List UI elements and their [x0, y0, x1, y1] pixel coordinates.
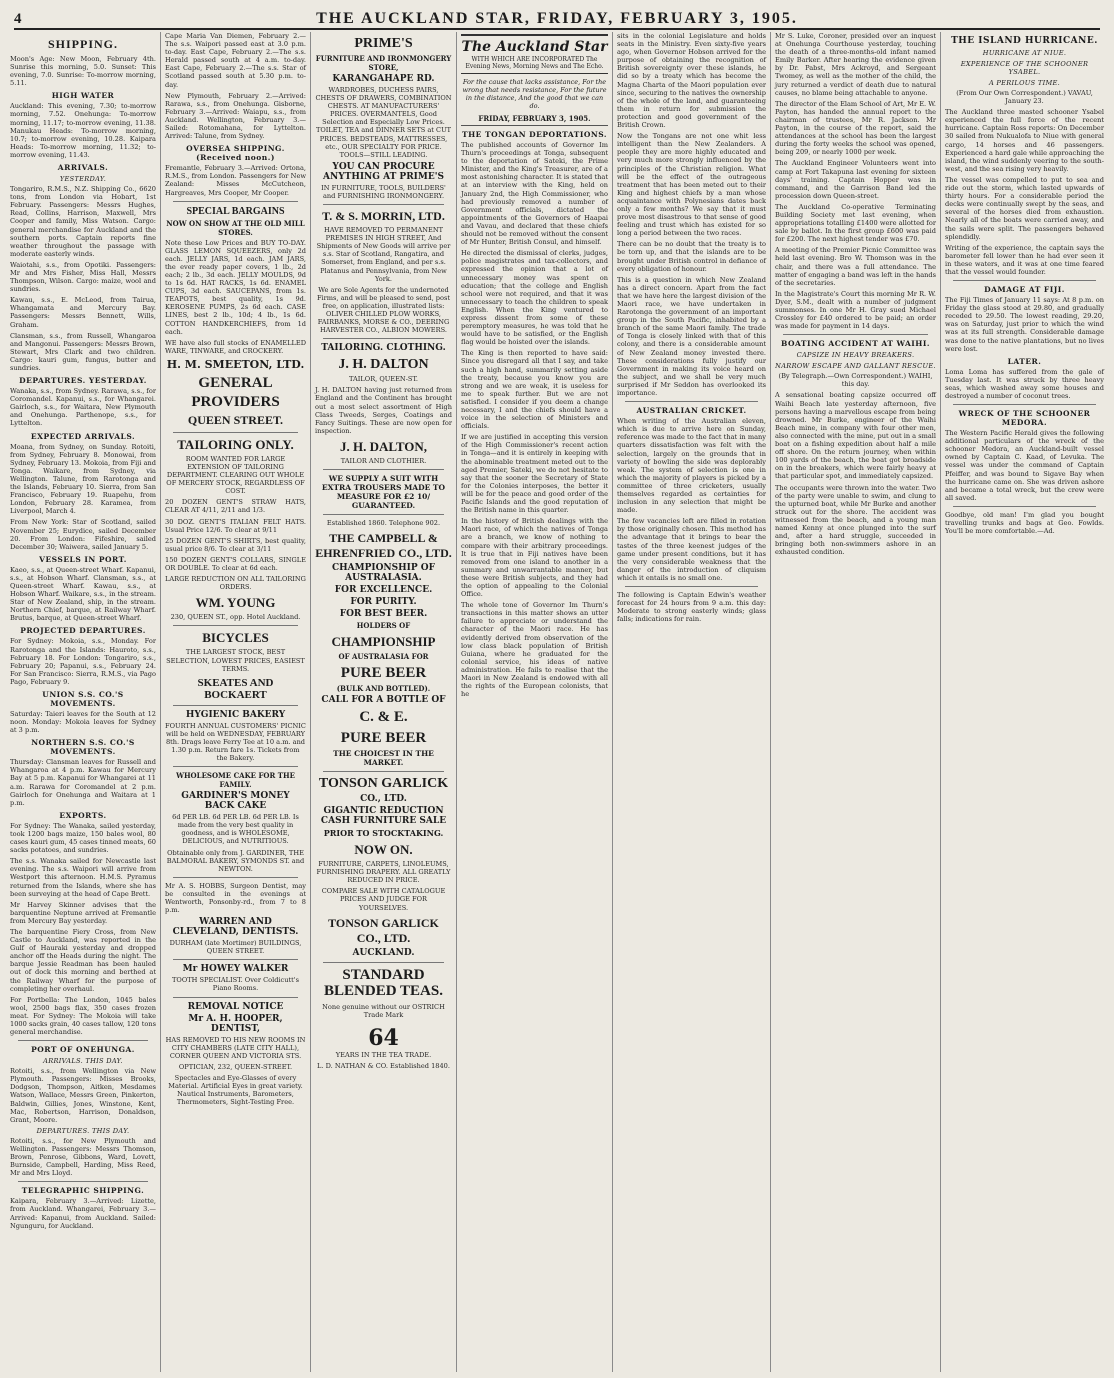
article-headline: AUSTRALIAN CRICKET. [636, 406, 747, 416]
article-text: Kawau, s.s., E. McLeod, from Tairua, Whangamata and Mercury Bay. Passengers: Messrs Bennett, Wills, Graham. [10, 296, 156, 329]
article-text: The Western Pacific Herald gives the following additional particulars of the wreck of the schooner Medora, an Auckland-built vessel owned by Captain C. Kaad, of Levuka. The vessel was under the command of Captain Pfeiffer, and was bound to Sigave Bay when the hurricane came on. She was driven ashore and became a total wreck, but the crew were all saved. [945, 429, 1104, 502]
ad-heading: PURE BEER [340, 730, 427, 747]
advertiser-name: PRIME'S [354, 36, 413, 51]
article-text: Waiotahi, s.s., from Opotiki. Passengers: Mr and Mrs Fisher, Miss Hall, Messrs Thompson, Wilson. Cargo: maize, wool and sundries. [10, 260, 156, 294]
motto: For the cause that lacks assistance, For the wrong that needs resistance, For the future in the distance, And the good that we can do. [462, 78, 607, 110]
subheading: A PERILOUS TIME. [988, 79, 1061, 87]
ad-line: FOR BEST BEER. [339, 609, 428, 620]
section-heading: EXPORTS. [59, 810, 107, 820]
ad-line: OF AUSTRALASIA FOR [338, 652, 429, 662]
advertiser-name: WM. YOUNG [195, 595, 276, 611]
ad-heading: WE SUPPLY A SUIT WITH EXTRA TROUSERS MADE TO MEASURE FOR £2 10/ GUARANTEED. [321, 474, 446, 510]
ad-text: THE LARGEST STOCK, BEST SELECTION, LOWEST PRICES, EASIEST TERMS. [166, 648, 305, 673]
article-text: Mr S. Luke, Coroner, presided over an inquest at Onehunga Courthouse yesterday, touching the death of a three-months-old infant named Emily Barker. After hearing the evidence given by Dr. Pabst, Mrs Ackroyd, and Sergeant Twomey, as well as the mother of the child, the jury returned a verdict of death due to natural causes, no blame being attachable to anyone. [775, 32, 936, 97]
advertiser-name: TONSON GARLICK [318, 776, 449, 792]
article-text: Cape Maria Van Diemen, February 2.—The s.s. Waipori passed east at 3.0 p.m. to-day. East Cape, February 2.—The s.s. Herald passed south at 4 a.m. to-day. East Cape, February 2.—The s.s. Star of Scotland passed south at 5.30 p.m. to-day. [165, 32, 306, 89]
ad-text: Established 1860. Telephone 902. [326, 519, 441, 527]
article-text: Auckland: This evening, 7.30; to-morrow morning, 7.52. Onehunga: To-morrow morning, 11.17; to-morrow evening, 11.38. Manukau Heads: To-morrow morning, 10.7; to-morrow evening, 10.28. Kaipara Heads: To-morrow morning, 11.32; to-morrow evening, 11.43. [10, 102, 156, 159]
ad-heading: GENERAL [198, 374, 273, 391]
article-text: For Portbella: The London, 1045 bales wool, 2500 bags flax, 350 cases frozen meat. For Sydney: The Mokoia will take 1000 sacks grain, 40 cases tallow, 120 tons general merchandise. [10, 995, 156, 1037]
ad-text: DURHAM (late Mortimer) BUILDINGS, QUEEN STREET. [169, 939, 302, 956]
ad-heading: GARDINER'S MONEY BACK CAKE [181, 791, 290, 812]
article-text: Moana, from Sydney, on Sunday. Rotoiti, from Sydney, February 8. Monowai, from Sydney, February 13. Mokoia, from Fiji and Tonga. Waikare, from Sydney, via Wellington. Talune, from Rarotonga and the Islands, February 10. Sierra, from San Francisco, February 19. Ruapehu, from London, February 28. Karamea, from Liverpool, March 4. [10, 442, 156, 516]
running-head: THE AUCKLAND STAR, FRIDAY, FEBRUARY 3, 1905. [316, 10, 798, 27]
subheading: CAPSIZE IN HEAVY BREAKERS. [796, 351, 915, 360]
section-heading: PROJECTED DEPARTURES. [20, 626, 146, 636]
column-ads-middle [310, 32, 456, 1372]
article-text: The Auckland three masted schooner Ysabel experienced the full force of the recent hurricane. Captain Ross reports: On December 30 sailed from Nukualofa to Niue with general cargo, 14 horses and 46 passengers. Experienced a hard gale while approaching the island, the wind suddenly veering to the south-west, and the sea rising very heavily. [945, 108, 1104, 173]
ad-heading: BICYCLES [202, 630, 269, 646]
ad-line: 150 DOZEN GENT'S COLLARS, SINGLE OR DOUBLE. To clear at 6d each. [165, 555, 306, 573]
ad-heading: C. & E. [359, 709, 408, 726]
article-text: The Fiji Times of January 11 says: At 8 p.m. on Friday the glass stood at 29.80, and gradually receded to 29.50. The lowest reading, 29.20, was on Saturday, just prior to which the wind was at its full strength. Considerable damage was done to the native plantations, but no lives were lost. [945, 296, 1104, 353]
ad-text: Spectacles and Eye-Glasses of every Material. Artificial Eyes in great variety. Nautical Instruments, Barometers, Thermometers, Sight-Testing Free. [168, 1073, 303, 1107]
article-text: The following is Captain Edwin's weather forecast for 24 hours from 9 a.m. this day: Moderate to strong easterly winds; glass falls; indications for rain. [617, 591, 766, 624]
article-text: There can be no doubt that the treaty is to be torn up, and that the islands are to be brought under British control in defiance of every obligation of honour. [617, 240, 766, 273]
article-text: He directed the dismissal of clerks, judges, police magistrates and tax-collectors, and expressed the opinion that a lot of unnecessary money was spent on education; that the college and English school were not required, and that it was unnecessary to teach the children to speak English. When the King ventured to express dissent from some of these peremptory measures, he was told that he would have to be satisfied, or the English flag would be hoisted over the islands. [461, 249, 608, 347]
ad-line: 20 DOZEN GENT'S STRAW HATS, CLEAR AT 4/11, 2/11 and 1/3. [165, 498, 306, 515]
section-heading: EXPECTED ARRIVALS. [30, 431, 136, 441]
section-heading: TELEGRAPHIC SHIPPING. [21, 1186, 145, 1196]
ad-line: PRIOR TO STOCKTAKING. [323, 828, 444, 839]
article-text: From New York: Star of Scotland, sailed November 25; Eurydice, sailed December 20. From London: Fifeshire, sailed December 30; Waiwera, sailed January 5. [10, 518, 156, 551]
subheading: DEPARTURES. THIS DAY. [36, 1126, 130, 1135]
subheading: EXPERIENCE OF THE SCHOONER YSABEL. [960, 60, 1089, 76]
article-text: sits in the colonial Legislature and holds seats in the Ministry. Even sixty-five years ago, when Governor Hobson arrived for the purpose of obtaining the recognition of British sovereignty over these islands, he did so by a treaty which has become the Magna Charta of the Maori population ever since, securing to the natives the ownership of the whole of the land, and guaranteeing them in return for submission the protection and good government of the British Crown. [617, 32, 766, 130]
newspaper-title: The Auckland Star [461, 39, 608, 55]
ad-line: HOLDERS OF [356, 621, 411, 631]
dateline: FRIDAY, FEBRUARY 3, 1905. [461, 114, 608, 126]
ad-line: THE CHOICEST IN THE MARKET. [333, 749, 434, 768]
article-text: The published accounts of Governor Im Thurn's proceedings at Tonga, subsequent to the deportation of Sateki, the Prime Minister, and the King's Treasurer, are of a most astonishing character. It is stated that at an interview with the King, held on January 2nd, the High Commissioner, who had previously removed a number of Government officials, dictated the appointments of the Governors of Haapai and Vavau, and declared that these chiefs should not be removed without the consent of Mr Hunter, British Consul, and himself. [461, 141, 608, 247]
column-shipping [6, 32, 160, 1372]
byline: (From Our Own Correspondent.) VAVAU, January 23. [956, 89, 1093, 106]
ad-subheading: KARANGAHAPE RD. [332, 74, 435, 84]
ad-text: HAS REMOVED TO HIS NEW ROOMS IN CITY CHAMBERS (LATE CITY HALL), CORNER QUEEN AND VICTORIA STS. [165, 1035, 306, 1060]
ad-text: WE have also full stocks of ENAMELLED WARE, TINWARE, and CROCKERY. [165, 338, 306, 355]
ad-text: ROOM WANTED FOR LARGE EXTENSION OF TAILORING DEPARTMENT. CLEARING OUT WHOLE OF MERCERY STOCK, REGARDLESS OF COST. [166, 454, 305, 496]
article-text: Now the Tongans are not one whit less intelligent than the New Zealanders. A people they are more highly educated and very much more strongly influenced by the principles of the Christian religion. What will be the effect of the outrageous treatment that has been meted out to their King and highest chiefs by a man whose acquaintance with Polynesians dates back only a few months? We say that it must prove most disastrous to that sense of good feeling and trust which has existed for so long a period between the two races. [617, 132, 766, 238]
advertiser-name: SKEATES AND BOCKAERT [197, 676, 274, 701]
article-headline: THE ISLAND HURRICANE. [951, 36, 1098, 46]
article-text: The s.s. Wanaka sailed for Newcastle last evening. The s.s. Waipori will arrive from Westport this afternoon. H.M.S. Pyramus returned from the Islands, where she has been surveying at the head of Cape Brett. [10, 857, 156, 898]
subheading: HURRICANE AT NIUE. [982, 49, 1067, 57]
ad-text: TAILOR AND CLOTHIER. [340, 456, 427, 465]
article-text: Moon's Age: New Moon, February 4th. Sunrise this morning, 5.0. Sunset: This evening, 7.0. Sunrise: To-morrow morning, 5.11. [10, 55, 156, 88]
article-text: The whole tone of Governor Im Thurn's transactions in this matter shows an utter failure to appreciate or understand the character of the Maori race. He has evidently derived from observation of the low class black population of British Guiana, where he graduated for the colonial service, his ideas of native administration. He fails to realise that the Maori in New Zealand is endowed with all the rights of the European colonists, that he [461, 601, 608, 699]
advertiser-name: Mr A. H. HOOPER, DENTIST, [188, 1013, 283, 1034]
advertiser-name: CO., LTD. [360, 794, 407, 805]
ad-heading: WHOLESOME CAKE FOR THE FAMILY. [176, 771, 295, 790]
article-text: In the history of British dealings with the Maori race, of which the natives of Tonga are a branch, we know of nothing to compare with their arbitrary proceedings. It is true that in Fiji natives have been removed from one island to another in a summary and unwarrantable manner, but these were British subjects, and they had the option of appealing to the Colonial Office. [461, 517, 608, 599]
article-headline: DAMAGE AT FIJI. [984, 285, 1065, 295]
section-heading: UNION S.S. CO.'S MOVEMENTS. [42, 690, 124, 708]
article-text: Rotoiti, s.s., from Wellington via New Plymouth. Passengers: Misses Brooks, Dodgson, Thompson, Aitken, Mesdames Watson, Wallace, Messrs Green, Pinkerton, Baldwin, Gillies, Jones, Winstone, Kent, Mac, Robertson, Harrison, Donaldson, Grant, Moore. [10, 1067, 156, 1124]
article-text: Clansman, s.s., from Russell, Whangaroa and Mangonui. Passengers: Messrs Brown, Stewart, Mrs Clark and two children. Cargo: kauri gum, fungus, butter and sundries. [10, 331, 156, 372]
ad-line: FOR EXCELLENCE. [334, 585, 433, 596]
ad-text: LARGE REDUCTION ON ALL TAILORING ORDERS. [165, 575, 306, 592]
subheading: ARRIVALS. THIS DAY. [43, 1057, 123, 1066]
ad-text: OPTICIAN, 232, QUEEN-STREET. [178, 1062, 293, 1071]
article-text: New Plymouth, February 2.—Arrived: Rarawa, s.s., from Onehunga. Gisborne, February 3.—Arrived: Waiapu, s.s., from Auckland. Wellington, February 3.—Sailed: Rotomahana, for Lyttelton. Arrived: Talune, from Sydney. [165, 91, 306, 141]
article-text: Rotoiti, s.s., for New Plymouth and Wellington. Passengers: Messrs Thomson, Brown, Penrose, Gibbons, Ward, Lovett, Burnside, Campbell, Harding, Miss Reed, Mr and Mrs Lloyd. [10, 1136, 156, 1178]
ad-text: YEARS IN THE TEA TRADE. [335, 1050, 432, 1059]
article-text: The King is then reported to have said: Since you disregard all that I say, and take such a high hand, summarily setting aside the treaty, because you know you are strong and we are weak, it is useless for me to speak further. But we are not satisfied. I consider if you deem a change necessary, I and the chiefs should have a voice in the selection of Ministers and officials. [461, 349, 608, 431]
advertiser-name: Mr HOWEY WALKER [182, 964, 289, 975]
advertiser-name: WARREN AND CLEVELAND, DENTISTS. [172, 917, 299, 938]
article-text: Loma Loma has suffered from the gale of Tuesday last. It was struck by three heavy seas, which washed away some houses and destroyed a number of coconut trees. [945, 367, 1104, 400]
article-text: Goodbye, old man! I'm glad you bought travelling trunks and bags at Geo. Fowlds. You'll be more comfortable.—Ad. [945, 510, 1104, 536]
ad-line: 30 DOZ. GENT'S ITALIAN FELT HATS. Usual Price 12/6. To clear at 9/11 [165, 517, 306, 534]
article-text: The occupants were thrown into the water. Two of the party were unable to swim, and clung to the upturned boat, while Mr Burke and another struck out for the shore. The accident was witnessed from the beach, and a young man named Kenny at once plunged into the surf and, after a hard struggle, succeeded in bringing both non-swimmers ashore in an exhausted condition. [775, 483, 936, 557]
article-text: Fremantle, February 3.—Arrived: Ortona, R.M.S., from London. Passengers for New Zealand: Misses McCutcheon, Hargreaves, Mrs Cooper, Mr Cooper. [165, 164, 306, 197]
article-headline: THE TONGAN DEPORTATIONS. [462, 130, 607, 139]
ad-text: WARDROBES, DUCHESS PAIRS, CHESTS OF DRAWERS, COMBINATION CHESTS. AT MANUFACTURERS' PRICES. OVERMANTELS, Good Selection and Especially Low Prices. TOILET, TEA and DINNER SETS at CUT PRICES. BEDSTEADS, MATTRESSES, etc., OUR SPECIALTY FOR PRICE. TOOLS—STILL LEADING. [315, 86, 452, 159]
ad-text: J. H. DALTON having just returned from England and the Continent has brought out a most select assortment of High Class Tweeds, Serges, Coatings and Fancy Suitings. These are now open for inspection. [315, 386, 452, 435]
column-editorial-cont [612, 32, 770, 1372]
advertiser-name: H. M. SMEETON, LTD. [166, 357, 305, 371]
article-text: Tongariro, R.M.S., N.Z. Shipping Co., 6620 tons, from London via Hobart, 1st February. Passengers: Messrs Hughes, Read, Collins, Harrison, Maxwell, Mrs Cooper and family, Miss Watson. Cargo: general merchandise for Auckland and the southern ports. Captain reports fine weather throughout the passage with moderate easterly winds. [10, 185, 156, 258]
ad-text: FURNITURE, CARPETS, LINOLEUMS, FURNISHING DRAPERY. ALL GREATLY REDUCED IN PRICE. [316, 860, 451, 885]
subheading: YESTERDAY. [59, 175, 107, 184]
article-text: Kaeo, s.s., at Queen-street Wharf. Kapanui, s.s., at Hobson Wharf. Clansman, s.s., at Queen-street Wharf. Kawau, s.s., at Hobson Wharf. Waikare, s.s., in the stream. Star of New Zealand, ship, in the stream. Northern Chief, barque, at Railway Wharf. Brutus, barque, at Queen-street Wharf. [10, 565, 156, 623]
article-text: Thursday: Clansman leaves for Russell and Whangaroa at 4 p.m. Kawau for Mercury Bay at 5 p.m. Kapanui for Whangarei at 11 a.m. Rarawa for Coromandel at 2 p.m. Gairloch for Onehunga and Waitara at 1 p.m. [10, 758, 156, 807]
section-heading: OVERSEA SHIPPING. (Received noon.) [186, 144, 285, 163]
article-text: Wanaka, s.s., from Sydney. Rarawa, s.s., for Coromandel. Kapanui, s.s., for Whangarei. Gairloch, s.s., for Waitara, New Plymouth and Onehunga. Parthenope, s.s., for Lyttelton. [10, 387, 156, 428]
article-text: Mr Harvey Skinner advises that the barquentine Neptune arrived at Fremantle from Mercury Bay yesterday. [10, 900, 156, 925]
subheading: NARROW ESCAPE AND GALLANT RESCUE. [775, 362, 936, 371]
advertiser-name: THE CAMPBELL & EHRENFRIED CO., LTD. [315, 531, 452, 561]
ad-heading: CHAMPIONSHIP [331, 634, 436, 650]
ad-line: FOR PURITY. [350, 597, 417, 608]
article-text: The barquentine Fiery Cross, from New Castle to Auckland, was reported in the Gulf of Hauraki yesterday and dropped anchor off the Heads during the night. The barque Jessie Readman has been hauled out of dock this morning and berthed at the Railway Wharf for the purpose of completing her overhaul. [10, 927, 156, 993]
article-text: The vessel was compelled to put to sea and ride out the storm, which lasted upwards of thirty hours. For a considerable period the decks were continually swept by the seas, and several of the horses died from exhaustion. Nearly all of the boats were carried away, and the sails were split. The passengers behaved splendidly. [945, 175, 1104, 241]
article-text: When writing of the Australian eleven, which is due to arrive here on Sunday, reference was made to the fact that in many quarters dissatisfaction was felt with the selection, largely on the grounds that in variety of bowling the side was deplorably weak. The system of selection is one in which the majority of players is picked by a committee of three cricketers, usually themselves regarded as certainties for inclusion in any selection that might be made. [617, 417, 766, 515]
article-text: For Sydney: Mokoia, s.s., Monday. For Rarotonga and the Islands: Hauroto, s.s., February 18. For London: Tongariro, s.s., February 20; Papanui, s.s., February 24. For San Francisco: Sierra, R.M.S., via Pago Pago, February 9. [10, 637, 156, 686]
ad-text: We are Sole Agents for the undernoted Firms, and will be pleased to send, post free, on application, illustrated lists: OLIVER CHILLED PLOW WORKS, FAIRBANKS, MORSE & CO., DEERING HARVESTER CO., ALBION MOWERS. [316, 285, 451, 335]
article-text: Writing of the experience, the captain says the barometer fell lower than he had ever seen it in these waters, and it was at one time feared that the vessel would founder. [945, 243, 1104, 276]
ad-heading: HYGIENIC BAKERY [185, 709, 286, 720]
page-number: 4 [14, 11, 22, 27]
nameplate [461, 34, 608, 74]
column-ads-left [160, 32, 310, 1372]
byline: (By Telegraph.—Own Correspondent.) WAIHI, this day. [778, 372, 933, 389]
ad-number: 64 [368, 1024, 399, 1051]
ad-line: CALL FOR A BOTTLE OF [321, 695, 446, 706]
article-text: A meeting of the Premier Picnic Committee was held last evening. Bro W. Thomson was in the chair, and there was a full attendance. The matter of engaging a band was left in the hands of the secretaries. [775, 246, 936, 287]
ad-line: AUCKLAND. [352, 947, 415, 958]
ad-line: CHAMPIONSHIP OF AUSTRALASIA. [332, 563, 435, 584]
ad-text: Note these Low Prices and BUY TO-DAY. GLASS LEMON SQUEEZERS, only 2d each. JELLY JARS, 1d each. JAM JARS, the ever ready paper covers, 1 lb., 2d each; 2 lb., 3d each. JELLY MOULDS, 9d to 1s 6d. HAT RACKS, 1s 6d. ENAMEL CUPS, 3d each. SAUCEPANS, from 1s. TEAPOTS, best quality, 1s 9d. KEROSENE PUMPS, 2s 6d each. CASE LINES, best 2 lb., 10d; 4 lb., 1s 6d. COTTON HANDKERCHIEFS, from 1d each. [165, 238, 306, 336]
article-text: Kaipara, February 3.—Arrived: Lizette, from Auckland. Whangarei, February 3.—Arrived: Kapanui, from Auckland. Sailed: Ngunguru, for Auckland. [10, 1197, 156, 1230]
article-headline: WRECK OF THE SCHOONER MEDORA. [958, 409, 1091, 428]
advertiser-name: T. & S. MORRIN, LTD. [322, 209, 445, 224]
ad-text: L. D. NATHAN & CO. Established 1840. [317, 1061, 450, 1070]
ad-text: 6d PER LB. 6d PER LB. 6d PER LB. Is made from the very best quality in goodness, and is WHOLESOME, DELICIOUS, and NUTRITIOUS. [172, 813, 299, 846]
ad-heading: PURE BEER [340, 665, 427, 682]
newspaper-columns [6, 32, 1108, 1372]
ad-heading: STANDARD BLENDED TEAS. [324, 966, 443, 999]
article-headline: LATER. [1007, 356, 1042, 366]
article-text: The director of the Elam School of Art, Mr E. W. Payton, has handed the annual report to the chairman of trustees, Mr R. Jackson. Mr Payton, in the course of the report, said the attendances at the school has been the largest during the forty weeks the school was opened, being 209, or nearly 1000 per week. [775, 99, 936, 157]
section-heading: DEPARTURES. YESTERDAY. [19, 376, 147, 386]
advertiser-name: J. H. DALTON [338, 357, 429, 373]
article-text: In the Magistrate's Court this morning Mr R. W. Dyer, S.M., dealt with a number of judgment summonses. In one Mr H. Gray sued Michael Crossley for £40 ordered to be paid; an order was made for payment in 14 days. [775, 289, 936, 331]
ad-heading: GIGANTIC REDUCTION CASH FURNITURE SALE [320, 806, 447, 827]
section-heading: HIGH WATER [51, 91, 115, 101]
article-text: The Auckland Co-operative Terminating Building Society met last evening, when appropriations totalling £1400 were allotted for sale by ballot. In the first group £600 was paid for £200. The next highest tender was £70. [775, 202, 936, 244]
ad-text: TAILOR, QUEEN-ST. [349, 375, 418, 384]
advertiser-name: TONSON GARLICK CO., LTD. [328, 915, 439, 945]
ad-subheading: NOW ON SHOW AT THE OLD MILL STORES. [166, 218, 305, 237]
column-hurricane [940, 32, 1108, 1372]
ad-text: Obtainable only from J. GARDINER, THE BALMORAL BAKERY, SYMONDS ST. and NEWTON. [166, 848, 305, 873]
incorporated-line: WITH WHICH ARE INCORPORATED The Evening News, Morning News and The Echo. [465, 56, 604, 70]
ad-heading: SPECIAL BARGAINS [186, 205, 285, 217]
ad-heading: REMOVAL NOTICE [187, 1001, 284, 1012]
ad-text: None genuine without our OSTRICH Trade Mark [322, 1002, 445, 1019]
ad-heading: QUEEN STREET. [187, 412, 284, 427]
ad-line: (BULK AND BOTTLED). [336, 684, 431, 694]
ad-text: TOOTH SPECIALIST. Over Coldicutt's Piano Rooms. [172, 976, 299, 993]
article-text: This is a question in which New Zealand has a direct concern. Apart from the fact that we have here the largest division of the Maori race, we have undertaken in Rarotonga the government of an important group in the South Pacific, inhabited by a branch of the same Maori family. The trade of Tonga is closely linked with that of this colony, and there is a considerable amount of New Zealand money invested there. These considerations fully justify our Government in making its voice heard on the subject, and we shall be very much surprised if Mr Seddon has overlooked its importance. [617, 275, 766, 398]
ad-text: FOURTH ANNUAL CUSTOMERS' PICNIC will be held on WEDNESDAY, FEBRUARY 8th. Drags leave Ferry Tee at 10 a.m. and 1.30 p.m. Return fare 1s. Tickets from the Bakery. [165, 721, 306, 763]
ad-heading: TAILORING ONLY. [177, 436, 294, 452]
section-heading: PORT OF ONEHUNGA. [31, 1045, 135, 1055]
article-headline: BOATING ACCIDENT AT WAIHI. [781, 339, 930, 349]
article-text: If we are justified in accepting this version of the High Commissioner's recent action in Tonga—and it is entirely in keeping with the abominable treatment meted out to the aged Premier, Sateki, we do not hesitate to say that the sooner the Secretary of State for the Colonies interposes, the better it will be for the peace and good order of the Pacific Islands and the good reputation of the British name in this quarter. [461, 433, 608, 515]
ad-heading: PROVIDERS [191, 393, 280, 410]
section-title: SHIPPING. [47, 37, 118, 51]
column-editorial [456, 32, 612, 1372]
ad-text: 230, QUEEN ST., opp. Hotel Auckland. [170, 613, 301, 622]
article-text: Saturday: Taieri leaves for the South at 12 noon. Monday: Mokoia leaves for Sydney at 3 p.m. [10, 710, 156, 735]
ad-subheading: FURNITURE AND IRONMONGERY STORE, [315, 54, 452, 72]
ad-text: COMPARE SALE WITH CATALOGUE PRICES AND JUDGE FOR YOURSELVES. [321, 887, 446, 912]
ad-line: 25 DOZEN GENT'S SHIRTS, best quality, usual price 8/6. To clear at 3/11 [165, 536, 306, 553]
article-text: The few vacancies left are filled in rotation by those originally chosen. This method has the advantage that it brings to bear the tastes of the three keenest judges of the game under present conditions, but it has the very considerable weakness that the danger of the introduction of cliquism which it entails is no small one. [617, 517, 766, 582]
article-text: A sensational boating capsize occurred off Waihi Beach late yesterday afternoon, five persons having a marvellous escape from being drowned. Mr Burke, engineer of the Waihi Beach mine, in company with four other men, also connected with the mine, put out in a small boat on a fishing expedition about half a mile off shore. On the return journey, when within 100 yards of the beach, the boat got broadside on in the breakers, which were fairly heavy at that particular spot, and immediately capsized. [775, 391, 936, 481]
masthead [14, 6, 1100, 30]
section-heading: NORTHERN S.S. CO.'S MOVEMENTS. [31, 738, 135, 757]
ad-text: IN FURNITURE, TOOLS, BUILDERS' and FURNISHING IRONMONGERY. [321, 183, 446, 200]
ad-heading: TAILORING. CLOTHING. [321, 343, 446, 354]
column-news [770, 32, 940, 1372]
ad-text: Mr A. S. HOBBS, Surgeon Dentist, may be consulted in the evenings at Wentworth, Ponsonby-rd., from 7 to 8 p.m. [165, 881, 306, 915]
section-heading: ARRIVALS. [57, 163, 109, 173]
article-text: For Sydney: The Wanaka, sailed yesterday, took 1200 bags maize, 150 bales wool, 80 cases kauri gum, 45 cases tinned meats, 60 sacks potatoes, and sundries. [10, 821, 156, 855]
ad-heading: YOU CAN PROCURE ANYTHING AT PRIME'S [323, 161, 444, 182]
advertiser-name: J. H. DALTON, [339, 438, 428, 454]
ad-text: HAVE REMOVED TO PERMANENT PREMISES IN HIGH STREET, And Shipments of New Goods will arrive per s.s. Star of Scotland, Rangatira, and Somerset, from England, and per s.s. Platanus and Pennsylvania, from New York. [316, 226, 451, 283]
article-text: The Auckland Engineer Volunteers went into camp at Fort Takapuna last evening for sixteen days' training. Captain Hopper was in command, and the Garrison Band led the procession down Queen-street. [775, 159, 936, 200]
section-heading: VESSELS IN PORT. [39, 554, 127, 564]
ad-heading: NOW ON. [354, 842, 413, 858]
